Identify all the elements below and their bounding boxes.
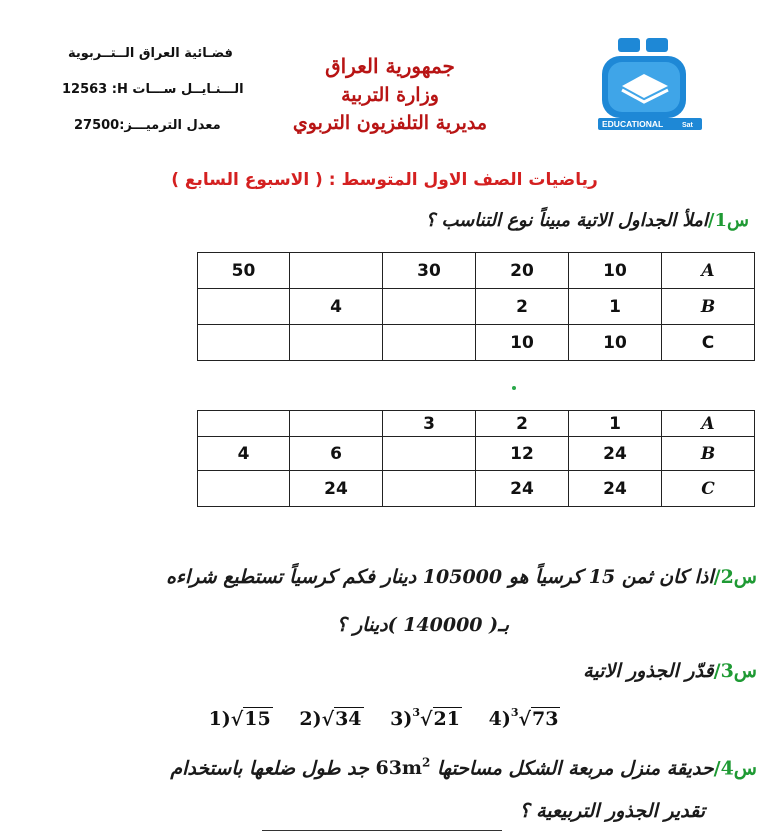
q4-line1-a: حديقة منزل مربعة الشكل مساحتها xyxy=(437,757,714,780)
directorate-title: مديرية التلفزيون التربوي xyxy=(292,112,488,134)
channel-name: فضـائية العراق الــتــربوية xyxy=(68,46,233,61)
cell xyxy=(290,411,383,437)
satellite-info xyxy=(62,82,244,97)
cell: A xyxy=(662,411,755,437)
cell: 2 xyxy=(476,411,569,437)
cell: B xyxy=(662,437,755,471)
cell xyxy=(290,253,383,289)
cell: 24 xyxy=(290,471,383,507)
q2-line1: اذا كان ثمن 15 كرسياً هو 105000 دينار فكم كرسياً تستطيع شراءه xyxy=(166,566,714,588)
symbol-rate xyxy=(74,118,221,133)
cell: 20 xyxy=(476,253,569,289)
cell: 30 xyxy=(383,253,476,289)
satellite-label: الـــنـايــل ســـات xyxy=(132,82,244,97)
cell: 10 xyxy=(569,253,662,289)
cell: 1 xyxy=(569,411,662,437)
table-1 xyxy=(197,252,755,361)
green-dot xyxy=(512,386,516,390)
cell: 10 xyxy=(569,325,662,361)
cell: 4 xyxy=(290,289,383,325)
q4-prefix: س xyxy=(733,757,757,780)
republic-title: جمهورية العراق xyxy=(325,54,455,78)
logo-suffix: Sat xyxy=(682,122,693,129)
q1-prefix: س xyxy=(727,210,749,231)
answer-line xyxy=(262,830,502,831)
q2-prefix: س xyxy=(733,566,757,588)
q2-line2: بـ( 140000 )دينار ؟ xyxy=(336,614,509,636)
root-item: 3)$^3$√21 xyxy=(390,706,460,731)
q3-prefix: س xyxy=(733,660,757,682)
cell: 1 xyxy=(569,289,662,325)
roots-list xyxy=(0,708,769,730)
ministry-title: وزارة التربية xyxy=(341,84,439,106)
satellite-value: 12563 :H xyxy=(62,82,128,97)
cell: C xyxy=(662,471,755,507)
cell: 2 xyxy=(476,289,569,325)
cell xyxy=(383,325,476,361)
symbol-rate-label: معدل الترميـــز: xyxy=(119,118,221,133)
cell xyxy=(198,289,290,325)
q3-number: 3/ xyxy=(713,660,734,682)
cell: 6 xyxy=(290,437,383,471)
cell xyxy=(383,471,476,507)
q4-number: 4/ xyxy=(713,757,734,780)
cell: C xyxy=(662,325,755,361)
q3-text: قدّر الجذور الاتية xyxy=(583,660,714,682)
cell: 10 xyxy=(476,325,569,361)
question-2 xyxy=(166,566,757,588)
q1-number: 1/ xyxy=(707,210,728,231)
q2-number: 2/ xyxy=(713,566,734,588)
logo-text: EDUCATIONAL xyxy=(602,119,664,129)
cell: 24 xyxy=(476,471,569,507)
cell: 24 xyxy=(569,437,662,471)
q1-text: املأ الجداول الاتية مبيناً نوع التناسب ؟ xyxy=(425,210,708,231)
question-1 xyxy=(426,210,749,231)
educational-sat-logo xyxy=(598,36,706,132)
q4-area: $63m^2$ xyxy=(375,756,431,780)
question-4 xyxy=(170,756,757,779)
q4-line2: تقدير الجذور التربيعية ؟ xyxy=(519,800,705,822)
cell xyxy=(383,289,476,325)
root-item: 2)√34 xyxy=(299,708,362,731)
q4-line1-b: جد طول ضلعها باستخدام xyxy=(170,757,369,780)
cell xyxy=(198,471,290,507)
table-2 xyxy=(197,410,755,507)
cell: 4 xyxy=(198,437,290,471)
cell: B xyxy=(662,289,755,325)
root-item: 1)√15 xyxy=(208,708,271,731)
cell: 12 xyxy=(476,437,569,471)
cell xyxy=(198,411,290,437)
cell: 3 xyxy=(383,411,476,437)
question-3 xyxy=(583,660,757,682)
symbol-rate-value: 27500 xyxy=(74,118,120,133)
page-title: رياضيات الصف الاول المتوسط : ( الاسبوع السابع ) xyxy=(171,170,598,190)
cell: A xyxy=(662,253,755,289)
cell: 50 xyxy=(198,253,290,289)
cell xyxy=(383,437,476,471)
cell xyxy=(198,325,290,361)
root-item: 4)$^3$√73 xyxy=(488,706,559,731)
cell xyxy=(290,325,383,361)
cell: 24 xyxy=(569,471,662,507)
